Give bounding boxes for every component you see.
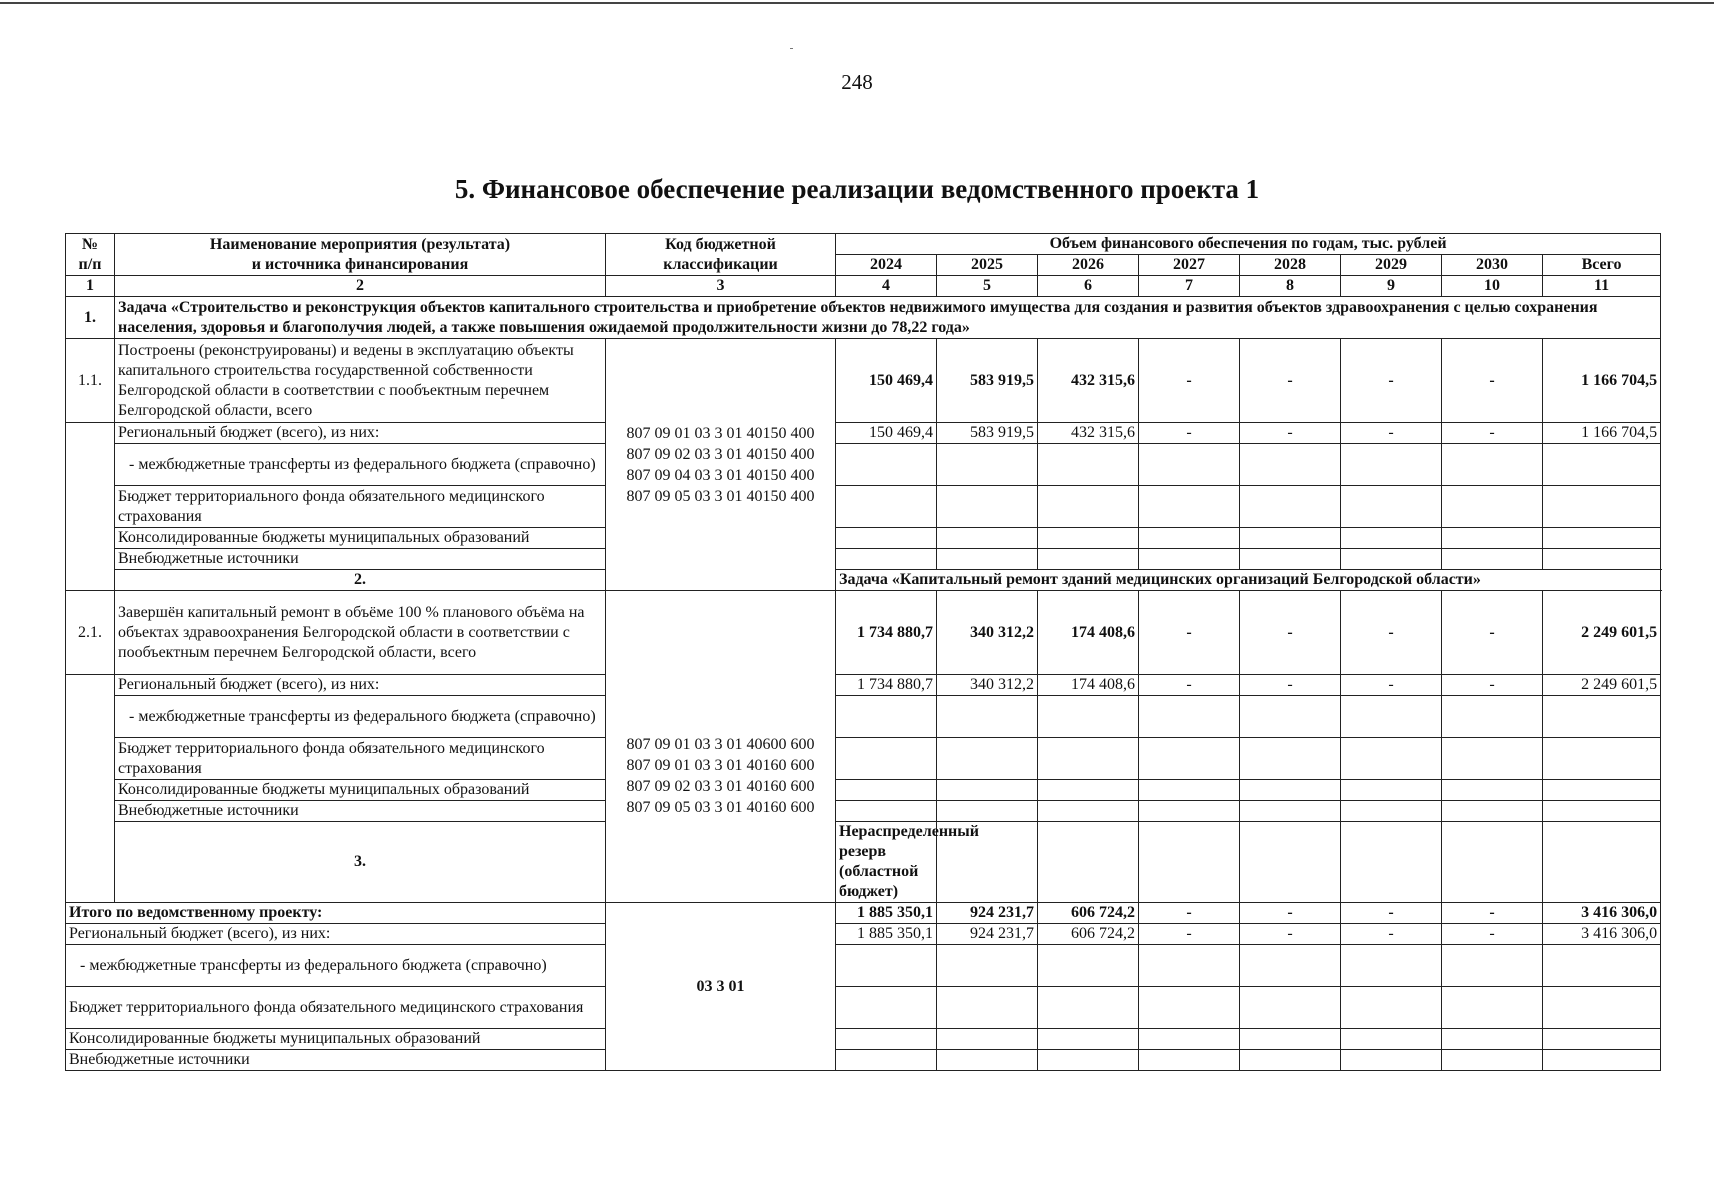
source-label: - межбюджетные трансферты из федерального бюджета (справочно) xyxy=(115,696,606,738)
budget-code: 807 09 01 03 3 01 40600 600 xyxy=(626,736,815,753)
value-cell: - xyxy=(1442,675,1543,696)
totals-label: Итого по ведомственному проекту: xyxy=(66,903,606,924)
col-number: 7 xyxy=(1139,276,1240,297)
task-row xyxy=(66,822,1661,903)
header-year: 2026 xyxy=(1038,255,1139,276)
value-cell: 432 315,6 xyxy=(1038,423,1139,444)
budget-code: 807 09 01 03 3 01 40160 600 xyxy=(626,757,815,774)
budget-code: 807 09 05 03 3 01 40150 400 xyxy=(626,487,815,505)
source-label: Консолидированные бюджеты муниципальных образований xyxy=(115,528,606,549)
value-cell: 924 231,7 xyxy=(937,924,1038,945)
header-year: 2030 xyxy=(1442,255,1543,276)
header-row-1 xyxy=(66,234,1661,255)
value-cell: 1 734 880,7 xyxy=(836,591,937,675)
column-numbers-row xyxy=(66,276,1661,297)
source-label: Региональный бюджет (всего), из них: xyxy=(115,675,606,696)
value-cell: - xyxy=(1341,423,1442,444)
value-cell: - xyxy=(1442,339,1543,423)
totals-code: 03 3 01 xyxy=(606,903,836,1071)
source-row-federal xyxy=(66,696,1661,738)
col-number: 9 xyxy=(1341,276,1442,297)
budget-code: 807 09 01 03 3 01 40150 400 xyxy=(626,424,815,442)
value-cell: - xyxy=(1442,423,1543,444)
value-cell: - xyxy=(1240,675,1341,696)
totals-source-regional xyxy=(66,924,1661,945)
source-label: - межбюджетные трансферты из федерального бюджета (справочно) xyxy=(115,444,606,486)
page-top-rule xyxy=(0,2,1714,4)
total-cell: 3 416 306,0 xyxy=(1543,903,1661,924)
financing-table xyxy=(65,233,1661,1071)
item-name: Завершён капитальный ремонт в объёме 100 % планового объёма на объектах здравоохранения Белгородской области в соответствии с пообъектным перечнем Белгородской области, всего xyxy=(115,591,606,675)
col-number: 8 xyxy=(1240,276,1341,297)
source-label: Консолидированные бюджеты муниципальных образований xyxy=(115,780,606,801)
value-cell: - xyxy=(1139,675,1240,696)
value-cell: 583 919,5 xyxy=(937,339,1038,423)
header-volume: Объем финансового обеспечения по годам, тыс. рублей xyxy=(836,234,1661,255)
source-row-offbudget xyxy=(66,549,1661,570)
col-number: 1 xyxy=(66,276,115,297)
value-cell: 340 312,2 xyxy=(937,591,1038,675)
value-cell: - xyxy=(1442,591,1543,675)
budget-code: 807 09 04 03 3 01 40150 400 xyxy=(626,466,815,484)
value-cell: 606 724,2 xyxy=(1038,924,1139,945)
source-row-municipal xyxy=(66,780,1661,801)
value-cell: 432 315,6 xyxy=(1038,339,1139,423)
value-cell: - xyxy=(1442,924,1543,945)
total-cell: 2 249 601,5 xyxy=(1543,591,1661,675)
col-number: 2 xyxy=(115,276,606,297)
col-number: 3 xyxy=(606,276,836,297)
budget-code-cell xyxy=(606,591,836,903)
value-cell: 1 734 880,7 xyxy=(836,675,937,696)
totals-source-tfoms xyxy=(66,987,1661,1029)
task-row xyxy=(66,297,1661,339)
total-cell: 3 416 306,0 xyxy=(1543,924,1661,945)
budget-code: 807 09 02 03 3 01 40150 400 xyxy=(626,445,815,463)
num-spacer xyxy=(66,423,115,591)
value-cell: - xyxy=(1442,903,1543,924)
totals-source-federal xyxy=(66,945,1661,987)
source-row-federal xyxy=(66,444,1661,486)
value-cell: - xyxy=(1139,591,1240,675)
totals-source-offbudget xyxy=(66,1050,1661,1071)
totals-source-municipal xyxy=(66,1029,1661,1050)
header-code: Код бюджетной классификации xyxy=(606,234,836,276)
task-title: Задача «Строительство и реконструкция объектов капитального строительства и приобретение объектов недвижимого имущества для создания и развития объектов здравоохранения с целью сохранения населения, здоровья и благополучия людей, а также повышения ожидаемой продолжительности жизни до 78,22 года» xyxy=(115,297,1661,339)
source-label: Бюджет территориального фонда обязательного медицинского страхования xyxy=(66,987,606,1029)
task-title: Нераспределенный резерв (областной бюджет) xyxy=(836,822,937,903)
task-num: 1. xyxy=(66,297,115,339)
col-number: 4 xyxy=(836,276,937,297)
source-row-municipal xyxy=(66,528,1661,549)
item-row xyxy=(66,339,1661,423)
value-cell: - xyxy=(1341,903,1442,924)
value-cell: - xyxy=(1139,339,1240,423)
value-cell: - xyxy=(1139,423,1240,444)
source-label: Консолидированные бюджеты муниципальных образований xyxy=(66,1029,606,1050)
total-cell: 2 249 601,5 xyxy=(1543,675,1661,696)
source-row-regional xyxy=(66,675,1661,696)
source-row-offbudget xyxy=(66,801,1661,822)
totals-row xyxy=(66,903,1661,924)
value-cell: 150 469,4 xyxy=(836,339,937,423)
task-title: Задача «Капитальный ремонт зданий медицинских организаций Белгородской области» xyxy=(836,570,1661,591)
source-label: Внебюджетные источники xyxy=(66,1050,606,1071)
col-number: 10 xyxy=(1442,276,1543,297)
source-label: Внебюджетные источники xyxy=(115,801,606,822)
total-cell: 1 166 704,5 xyxy=(1543,339,1661,423)
header-num: № п/п xyxy=(66,234,115,276)
value-cell: - xyxy=(1341,339,1442,423)
header-total: Всего xyxy=(1543,255,1661,276)
scan-mark xyxy=(790,48,793,49)
value-cell: - xyxy=(1341,675,1442,696)
item-num: 2.1. xyxy=(66,591,115,675)
value-cell: 174 408,6 xyxy=(1038,675,1139,696)
value-cell: - xyxy=(1341,591,1442,675)
value-cell: 174 408,6 xyxy=(1038,591,1139,675)
task-row xyxy=(66,570,1661,591)
source-label: Внебюджетные источники xyxy=(115,549,606,570)
col-number: 5 xyxy=(937,276,1038,297)
source-label: Бюджет территориального фонда обязательного медицинского страхования xyxy=(115,738,606,780)
value-cell: - xyxy=(1240,924,1341,945)
value-cell: - xyxy=(1240,339,1341,423)
header-year: 2024 xyxy=(836,255,937,276)
num-spacer xyxy=(66,675,115,903)
source-label: Региональный бюджет (всего), из них: xyxy=(66,924,606,945)
source-row-tfoms xyxy=(66,738,1661,780)
header-year: 2027 xyxy=(1139,255,1240,276)
budget-code: 807 09 02 03 3 01 40160 600 xyxy=(626,778,815,795)
item-name: Построены (реконструированы) и ведены в эксплуатацию объекты капитального строительства государственной собственности Белгородской области в соответствии с пообъектным перечнем Белгородской области, всего xyxy=(115,339,606,423)
value-cell: - xyxy=(1240,423,1341,444)
source-row-tfoms xyxy=(66,486,1661,528)
budget-code: 807 09 05 03 3 01 40160 600 xyxy=(626,799,815,816)
header-year: 2025 xyxy=(937,255,1038,276)
task-num: 3. xyxy=(115,822,606,903)
col-number: 6 xyxy=(1038,276,1139,297)
value-cell: 583 919,5 xyxy=(937,423,1038,444)
header-year: 2029 xyxy=(1341,255,1442,276)
task-num: 2. xyxy=(115,570,606,591)
value-cell: - xyxy=(1341,924,1442,945)
header-year: 2028 xyxy=(1240,255,1341,276)
value-cell: - xyxy=(1240,591,1341,675)
value-cell: - xyxy=(1240,903,1341,924)
item-num: 1.1. xyxy=(66,339,115,423)
source-row-regional xyxy=(66,423,1661,444)
source-label: Региональный бюджет (всего), из них: xyxy=(115,423,606,444)
total-cell: 1 166 704,5 xyxy=(1543,423,1661,444)
value-cell: 1 885 350,1 xyxy=(836,903,937,924)
budget-code-cell xyxy=(606,339,836,591)
item-row xyxy=(66,591,1661,675)
value-cell: - xyxy=(1139,903,1240,924)
page-title: 5. Финансовое обеспечение реализации ведомственного проекта 1 xyxy=(454,174,1260,204)
source-label: - межбюджетные трансферты из федерального бюджета (справочно) xyxy=(66,945,606,987)
value-cell: 150 469,4 xyxy=(836,423,937,444)
value-cell: 606 724,2 xyxy=(1038,903,1139,924)
page-number: 248 xyxy=(841,70,873,94)
value-cell: 924 231,7 xyxy=(937,903,1038,924)
value-cell: 340 312,2 xyxy=(937,675,1038,696)
header-name: Наименование мероприятия (результата) и источника финансирования xyxy=(115,234,606,276)
source-label: Бюджет территориального фонда обязательного медицинского страхования xyxy=(115,486,606,528)
col-number: 11 xyxy=(1543,276,1661,297)
value-cell: 1 885 350,1 xyxy=(836,924,937,945)
value-cell: - xyxy=(1139,924,1240,945)
